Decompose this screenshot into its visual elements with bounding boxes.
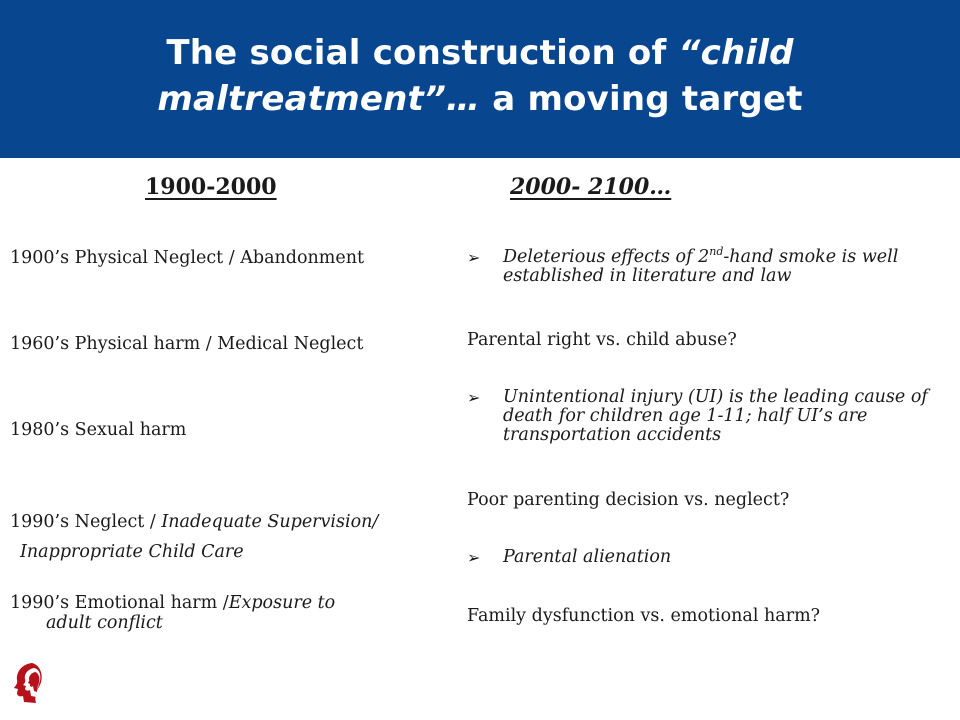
bullet-parental-alienation: ➢ Parental alienation: [467, 547, 672, 567]
slide-title: The social construction of “child maltreatment”… a moving target: [157, 33, 803, 119]
title-banner: [0, 0, 960, 158]
left-item-1900s: 1900’s Physical Neglect / Abandonment: [10, 248, 365, 268]
left-item-1960s: 1960’s Physical harm / Medical Neglect: [10, 334, 364, 354]
left-item-1980s: 1980’s Sexual harm: [10, 420, 187, 440]
left-column-heading: 1900-2000: [145, 174, 277, 200]
left-item-1990s-neglect: 1990’s Neglect / Inadequate Supervision/ Inappropriate Child Care: [10, 512, 379, 562]
question-parental-right: Parental right vs. child abuse?: [467, 330, 737, 350]
bullet-secondhand-smoke: ➢ Deleterious effects of 2nd-hand smoke is well established in literature and law: [467, 245, 899, 286]
right-column-heading: 2000- 2100…: [510, 174, 672, 200]
left-item-1990s-emotional: 1990’s Emotional harm /Exposure to adult conflict: [10, 593, 336, 633]
question-poor-parenting: Poor parenting decision vs. neglect?: [467, 490, 790, 510]
arrow-bullet-icon: ➢: [467, 388, 481, 407]
question-family-dysfunction: Family dysfunction vs. emotional harm?: [467, 606, 821, 626]
arrow-bullet-icon: ➢: [467, 248, 481, 267]
profile-logo-icon: [10, 660, 46, 706]
arrow-bullet-icon: ➢: [467, 548, 481, 567]
bullet-unintentional-injury: ➢ Unintentional injury (UI) is the leading cause of death for children age 1-11; half UI’s are transportation accidents: [467, 387, 928, 445]
